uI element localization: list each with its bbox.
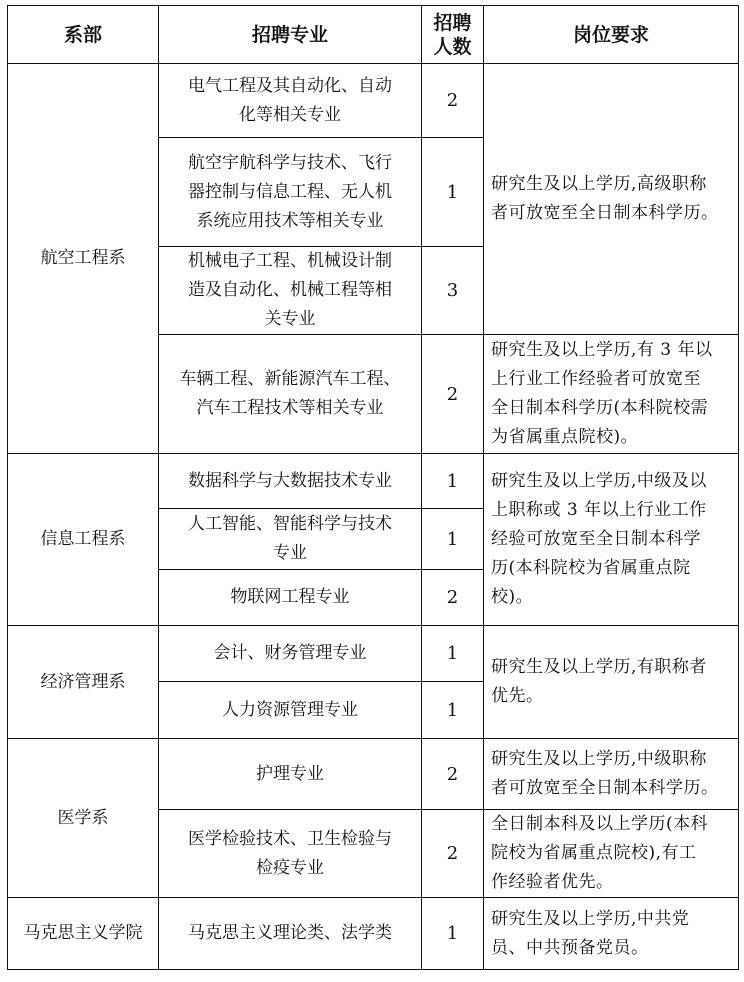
requirement-cell [484,898,739,970]
requirement-cell [484,739,739,810]
requirement-cell [484,626,739,739]
requirement-cell [484,64,739,335]
count-cell: 1 [422,898,484,970]
header-count-line2: 人数 [433,35,472,58]
req-line: 研究生及以上学历,中级职称 [491,749,707,769]
req-line: 校)。 [491,587,534,607]
count-cell: 1 [422,682,484,739]
count-cell: 1 [422,138,484,247]
major-line: 物联网工程专业 [230,587,350,607]
major-line: 数据科学与大数据技术专业 [188,470,392,491]
major-line: 造及自动化、机械工程等相 [188,280,392,300]
count-cell: 2 [422,64,484,138]
major-line: 车辆工程、新能源汽车工程、 [179,369,401,389]
major-line: 关专业 [264,309,316,329]
major-line: 航空宇航科学与技术、飞行 [188,152,392,173]
major-cell [159,739,422,810]
count-cell: 2 [422,335,484,454]
req-line: 全日制本科学历(本科院校需 [491,398,709,418]
major-line: 系统应用技术等相关专业 [196,210,384,231]
major-cell [159,509,422,570]
major-line: 器控制与信息工程、无人机 [188,181,392,202]
req-line: 经验可放宽至全日制本科学 [491,529,701,549]
header-req: 岗位要求 [484,6,739,64]
major-line: 人工智能、智能科学与技术 [188,514,392,534]
major-cell [159,626,422,682]
req-line: 院校为省属重点院校),有工 [491,843,697,863]
major-cell [159,570,422,626]
dept-aviation: 航空工程系 [8,64,159,454]
major-line: 汽车工程技术等相关专业 [196,398,384,418]
req-line: 员、中共预备党员。 [491,937,649,958]
req-line: 研究生及以上学历,中共党 [491,908,690,929]
major-cell [159,898,422,970]
header-count-line1: 招聘 [433,11,472,34]
major-line: 会计、财务管理专业 [213,643,367,663]
major-line: 化等相关专业 [239,104,341,125]
requirement-cell [484,810,739,898]
dept-economics: 经济管理系 [8,626,159,739]
major-line: 医学检验技术、卫生检验与 [188,828,392,849]
count-cell: 2 [422,739,484,810]
count-cell: 1 [422,509,484,570]
count-cell: 2 [422,570,484,626]
req-line: 为省属重点院校)。 [491,427,639,447]
major-cell [159,247,422,335]
dept-information: 信息工程系 [8,454,159,626]
major-cell [159,682,422,739]
table-row [8,454,739,509]
table-row [8,739,739,810]
header-dept: 系部 [8,6,159,64]
requirement-cell [484,454,739,626]
table-row [8,64,739,138]
major-line: 护理专业 [256,763,324,784]
count-cell: 3 [422,247,484,335]
major-line: 人力资源管理专业 [222,699,358,720]
req-line: 上行业工作经验者可放宽至 [491,369,701,389]
major-line: 机械电子工程、机械设计制 [188,251,392,271]
major-cell [159,454,422,509]
req-line: 研究生及以上学历,有职称者 [491,657,707,677]
req-line: 优先。 [491,686,544,706]
req-line: 作经验者优先。 [491,872,614,892]
major-cell [159,810,422,898]
req-line: 者可放宽至全日制本科学历。 [491,203,719,223]
table-row [8,898,739,970]
major-cell [159,138,422,247]
dept-marxism: 马克思主义学院 [8,898,159,970]
count-cell: 1 [422,626,484,682]
major-cell [159,64,422,138]
table-row [8,626,739,682]
recruitment-table [7,5,739,970]
header-row [8,6,739,64]
req-line: 历(本科院校为省属重点院 [491,558,691,578]
count-cell: 1 [422,454,484,509]
major-line: 电气工程及其自动化、自动 [188,75,392,96]
header-count [422,6,484,64]
dept-medicine: 医学系 [8,739,159,898]
req-line: 上职称或 3 年以上行业工作 [491,500,707,520]
req-line: 研究生及以上学历,有 3 年以 [491,340,713,360]
requirement-cell [484,335,739,454]
count-cell: 2 [422,810,484,898]
major-line: 检疫专业 [256,857,324,878]
req-line: 者可放宽至全日制本科学历。 [491,778,719,798]
req-line: 研究生及以上学历,高级职称 [491,174,707,194]
major-line: 专业 [273,543,307,563]
header-major: 招聘专业 [159,6,422,64]
req-line: 全日制本科及以上学历(本科 [491,814,709,834]
req-line: 研究生及以上学历,中级及以 [491,471,707,491]
major-line: 马克思主义理论类、法学类 [188,923,392,943]
major-cell [159,335,422,454]
